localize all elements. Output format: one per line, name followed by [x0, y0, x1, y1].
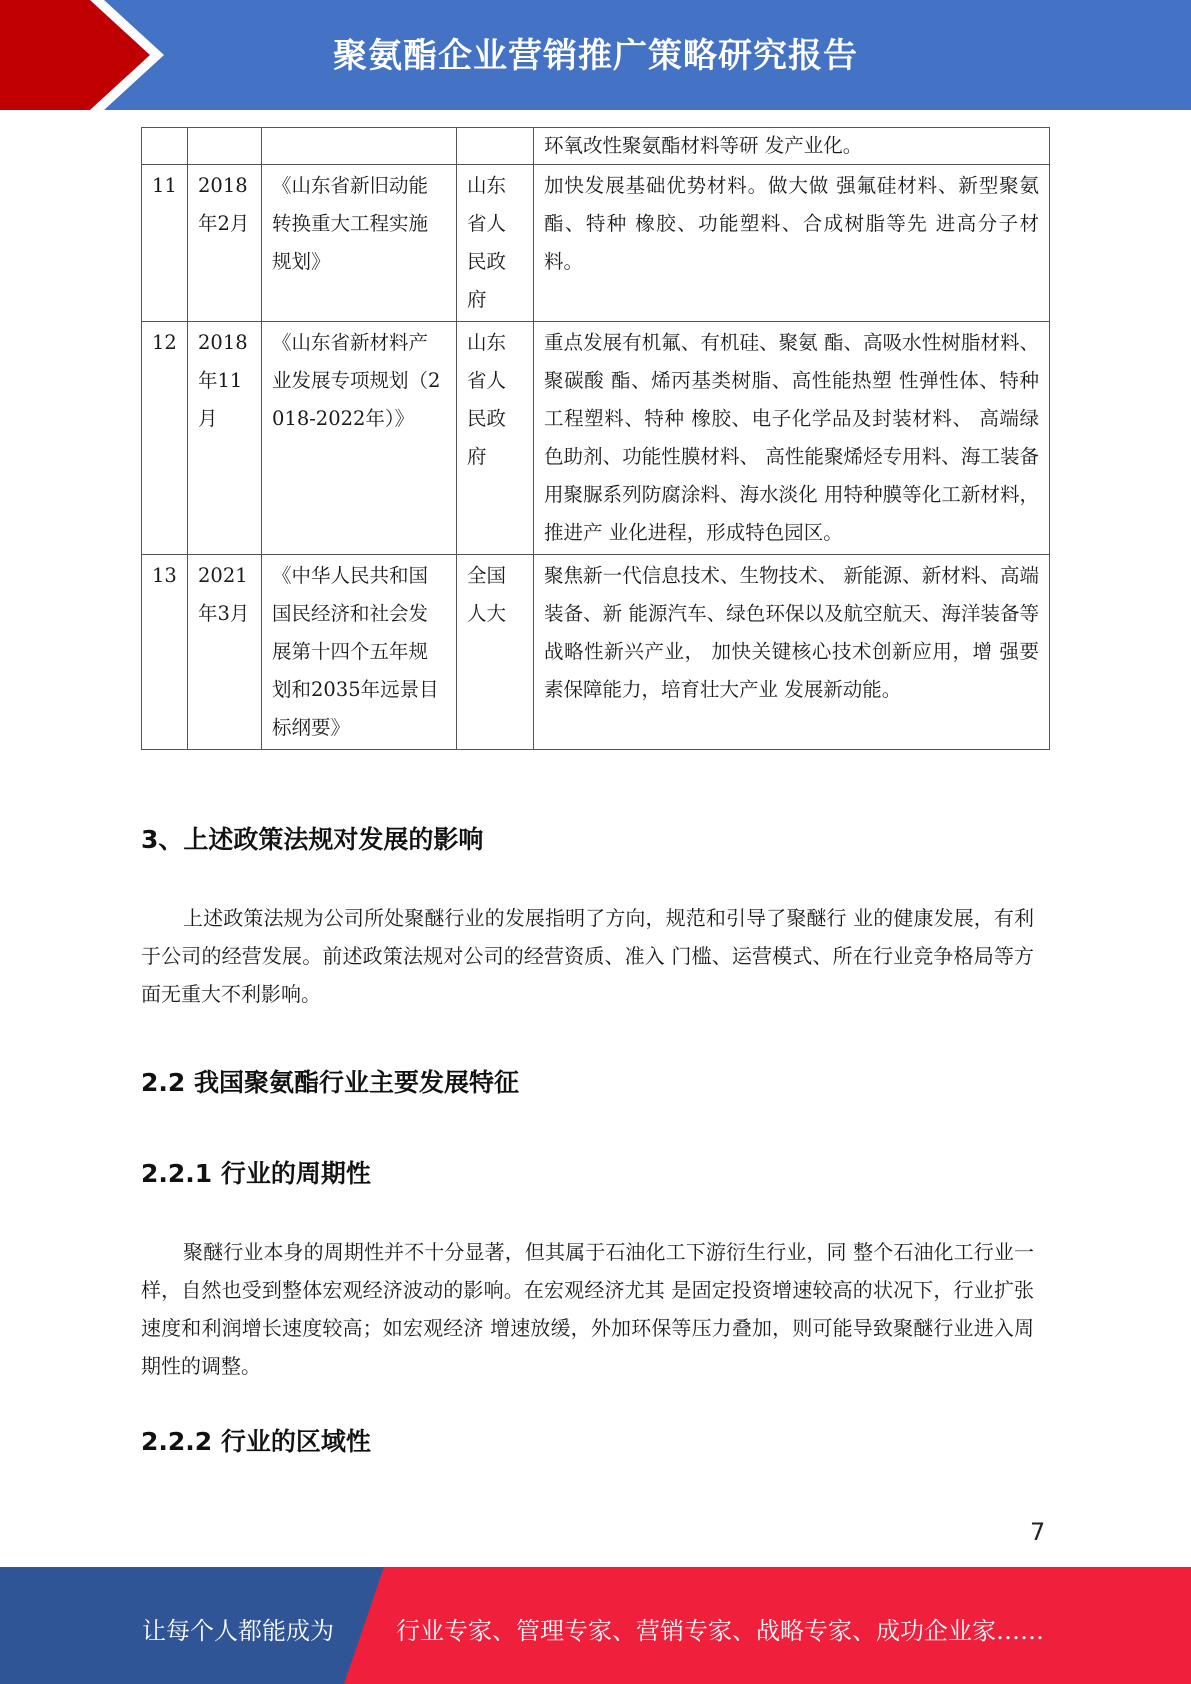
cell-date: 2021年3月 — [188, 555, 262, 750]
section-paragraph: 上述政策法规为公司所处聚醚行业的发展指明了方向，规范和引导了聚醚行 业的健康发展，有利于公司的经营发展。前述政策法规对公司的经营资质、准入 门槛、运营模式、所在行业竞争格局等方面无重大不利影响。 — [141, 906, 1034, 1006]
cell-issuer — [457, 128, 534, 165]
cell-no: 13 — [142, 555, 188, 750]
footer-slogan-left: 让每个人都能成为 — [142, 1617, 334, 1645]
cell-issuer: 山东省人民政府 — [457, 322, 534, 555]
cell-issuer: 全国人大 — [457, 555, 534, 750]
section-heading: 2.2.1 行业的周期性 — [141, 1159, 371, 1188]
table-row — [142, 555, 1050, 750]
table-row — [142, 128, 1050, 165]
cell-doc: 《中华人民共和国国民经济和社会发展第十四个五年规划和2035年远景目标纲要》 — [262, 555, 457, 750]
cell-date: 2018年11月 — [188, 322, 262, 555]
section-heading: 2.2 我国聚氨酯行业主要发展特征 — [141, 1068, 519, 1097]
table-row — [142, 322, 1050, 555]
cell-doc — [262, 128, 457, 165]
section-paragraph: 聚醚行业本身的周期性并不十分显著，但其属于石油化工下游衍生行业，同 整个石油化工行业一样，自然也受到整体宏观经济波动的影响。在宏观经济尤其 是固定投资增速较高的状况下，行业扩张速度和利润增长速度较高；如宏观经济 增速放缓，外加环保等压力叠加，则可能导致聚醚行业进入周期性的调整。 — [141, 1240, 1034, 1378]
page-header — [0, 0, 1191, 110]
page-number: 7 — [1030, 1518, 1046, 1546]
footer-slogan-right: 行业专家、管理专家、营销专家、战略专家、成功企业家…… — [396, 1617, 1044, 1645]
cell-no: 12 — [142, 322, 188, 555]
cell-date: 2018年2月 — [188, 165, 262, 322]
table-row — [142, 165, 1050, 322]
report-title: 聚氨酯企业营销推广策略研究报告 — [333, 36, 858, 76]
cell-desc: 环氧改性聚氨酯材料等研 发产业化。 — [534, 128, 1050, 165]
cell-desc: 重点发展有机氟、有机硅、聚氨 酯、高吸水性树脂材料、聚碳酸 酯、烯丙基类树脂、高性能热塑 性弹性体、特种工程塑料、特种 橡胶、电子化学品及封装材料、 高端绿色助剂、功能性膜材料、 高性能聚烯烃专用料、海工装备 用聚脲系列防腐涂料、海水淡化 用特种膜等化工新材料，推进产 业化进程，形成特色园区。 — [534, 322, 1050, 555]
cell-no — [142, 128, 188, 165]
section-heading: 3、上述政策法规对发展的影响 — [141, 825, 484, 854]
cell-issuer: 山东省人民政府 — [457, 165, 534, 322]
cell-doc: 《山东省新材料产业发展专项规划（2018-2022年）》 — [262, 322, 457, 555]
page-footer — [0, 1567, 1191, 1684]
section-heading: 2.2.2 行业的区域性 — [141, 1427, 371, 1456]
cell-desc: 加快发展基础优势材料。做大做 强氟硅材料、新型聚氨酯、特种 橡胶、功能塑料、合成树脂等先 进高分子材料。 — [534, 165, 1050, 322]
cell-desc: 聚焦新一代信息技术、生物技术、 新能源、新材料、高端装备、新 能源汽车、绿色环保以及航空航天、海洋装备等战略性新兴产业， 加快关键核心技术创新应用，增 强要素保障能力，培育壮大产业 发展新动能。 — [534, 555, 1050, 750]
cell-date — [188, 128, 262, 165]
cell-no: 11 — [142, 165, 188, 322]
cell-doc: 《山东省新旧动能转换重大工程实施规划》 — [262, 165, 457, 322]
policy-table — [141, 127, 1050, 750]
